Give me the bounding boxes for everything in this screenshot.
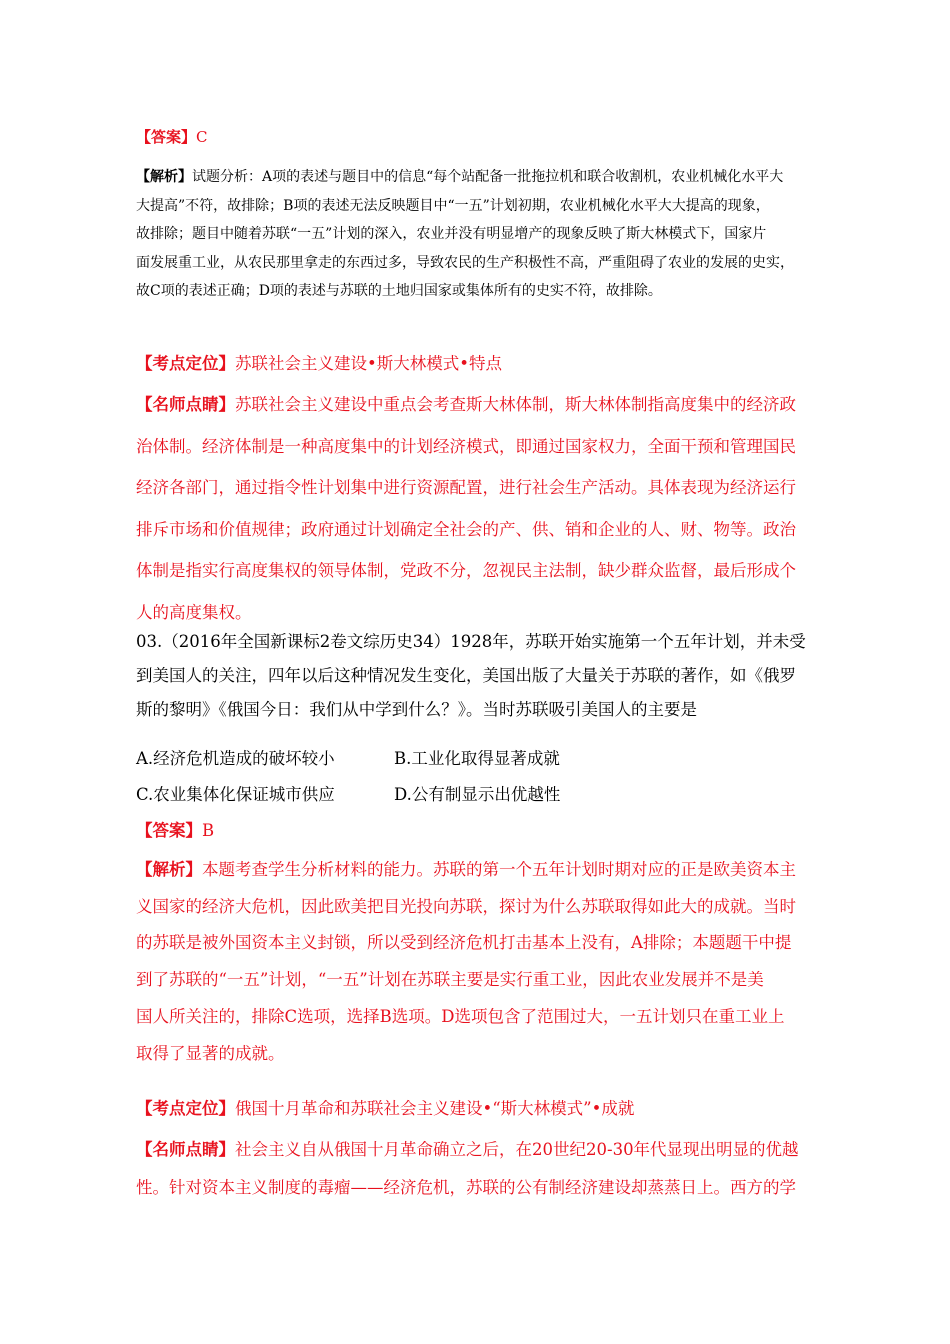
keypoint-1-text: 苏联社会主义建设•斯大林模式•特点 [235, 354, 502, 373]
analysis-2-line: 的苏联是被外国资本主义封锁，所以受到经济危机打击基本上没有，A排除；本题题干中提 [136, 933, 792, 953]
teacher-comment-1 [136, 384, 816, 633]
answer-2 [136, 819, 816, 843]
teacher-comment-1-line: 体制是指实行高度集权的领导体制，党政不分，忽视民主法制，缺少群众监督，最后形成个 [136, 561, 796, 580]
analysis-2-text: 本题考查学生分析材料的能力。苏联的第一个五年计划时期对应的正是欧美资本主 [202, 860, 796, 879]
teacher-comment-2-tag: 【名师点睛】 [136, 1140, 235, 1159]
analysis-1-text: 试题分析：A项的表述与题目中的信息“每个站配备一批拖拉机和联合收割机，农业机械化水平大 [192, 169, 784, 185]
analysis-1-line: 面发展重工业，从农民那里拿走的东西过多，导致农民的生产积极性不高，严重阻碍了农业的发展的史实， [136, 254, 794, 271]
analysis-1-line: 故排除；题目中随着苏联“一五”计划的深入，农业并没有明显增产的现象反映了斯大林模式下，国家片 [136, 226, 767, 242]
answer-2-tag: 【答案】 [136, 821, 202, 840]
analysis-1 [136, 163, 826, 306]
analysis-1-tag: 【解析】 [136, 169, 192, 185]
teacher-comment-1-line: 治体制。经济体制是一种高度集中的计划经济模式，即通过国家权力，全面干预和管理国民 [136, 436, 796, 456]
analysis-2-line [136, 852, 816, 889]
analysis-2-tag: 【解析】 [136, 860, 202, 879]
teacher-comment-1-tag: 【名师点睛】 [136, 395, 235, 414]
analysis-1-line [136, 163, 826, 192]
answer-1-value: C [196, 128, 208, 146]
answer-1-tag: 【答案】 [136, 128, 197, 146]
keypoint-2-tag: 【考点定位】 [136, 1099, 235, 1118]
analysis-1-line: 大提高”不符，故排除；B项的表述无法反映题目中“一五”计划初期，农业机械化水平大大提高的现象， [136, 197, 770, 214]
teacher-comment-1-line: 人的高度集权。 [136, 602, 252, 622]
teacher-comment-2-line: 性。针对资本主义制度的毒瘤——经济危机，苏联的公有制经济建设却蒸蒸日上。西方的学 [136, 1178, 796, 1197]
option-a: A.经济危机造成的破坏较小 [136, 749, 335, 768]
teacher-comment-1-line [136, 384, 816, 426]
analysis-1-line: 故C项的表述正确；D项的表述与苏联的土地归国家或集体所有的史实不符，故排除。 [136, 283, 662, 299]
teacher-comment-2-line [136, 1131, 816, 1169]
answer-2-value: B [202, 821, 215, 840]
option-b: B.工业化取得显著成就 [394, 749, 560, 768]
keypoint-1 [136, 352, 816, 376]
analysis-2-line: 到了苏联的“一五”计划，“一五”计划在苏联主要是实行重工业，因此农业发展并不是美 [136, 970, 764, 990]
teacher-comment-1-line: 排斥市场和价值规律；政府通过计划确定全社会的产、供、销和企业的人、财、物等。政治 [136, 519, 796, 539]
teacher-comment-2-text: 社会主义自从俄国十月革命确立之后，在20世纪20-30年代显现出明显的优越 [235, 1140, 799, 1159]
question-3-line: 到美国人的关注，四年以后这种情况发生变化，美国出版了大量关于苏联的著作，如《俄罗 [136, 666, 796, 685]
teacher-comment-1-text: 苏联社会主义建设中重点会考查斯大林体制，斯大林体制指高度集中的经济政 [235, 395, 796, 414]
analysis-2 [136, 852, 816, 1072]
option-c: C.农业集体化保证城市供应 [136, 785, 335, 804]
teacher-comment-1-line: 经济各部门，通过指令性计划集中进行资源配置，进行社会生产活动。具体表现为经济运行 [136, 478, 796, 497]
analysis-2-line: 国人所关注的，排除C选项，选择B选项。D选项包含了范围过大，一五计划只在重工业上 [136, 1006, 785, 1026]
question-3-stem [136, 625, 816, 727]
question-3-line: 03.（2016年全国新课标2卷文综历史34）1928年，苏联开始实施第一个五年计划，并未受 [136, 632, 806, 651]
keypoint-2-text: 俄国十月革命和苏联社会主义建设•“斯大林模式”•成就 [235, 1099, 635, 1118]
analysis-2-line: 义国家的经济大危机，因此欧美把目光投向苏联，探讨为什么苏联取得如此大的成就。当时 [136, 896, 796, 916]
question-3-line: 斯的黎明》《俄国今日：我们从中学到什么？》。当时苏联吸引美国人的主要是 [136, 700, 697, 719]
teacher-comment-2 [136, 1131, 816, 1207]
keypoint-1-tag: 【考点定位】 [136, 354, 235, 373]
analysis-2-line: 取得了显著的成就。 [136, 1043, 285, 1063]
answer-1 [136, 126, 816, 148]
option-d: D.公有制显示出优越性 [394, 785, 561, 804]
keypoint-2 [136, 1097, 816, 1121]
